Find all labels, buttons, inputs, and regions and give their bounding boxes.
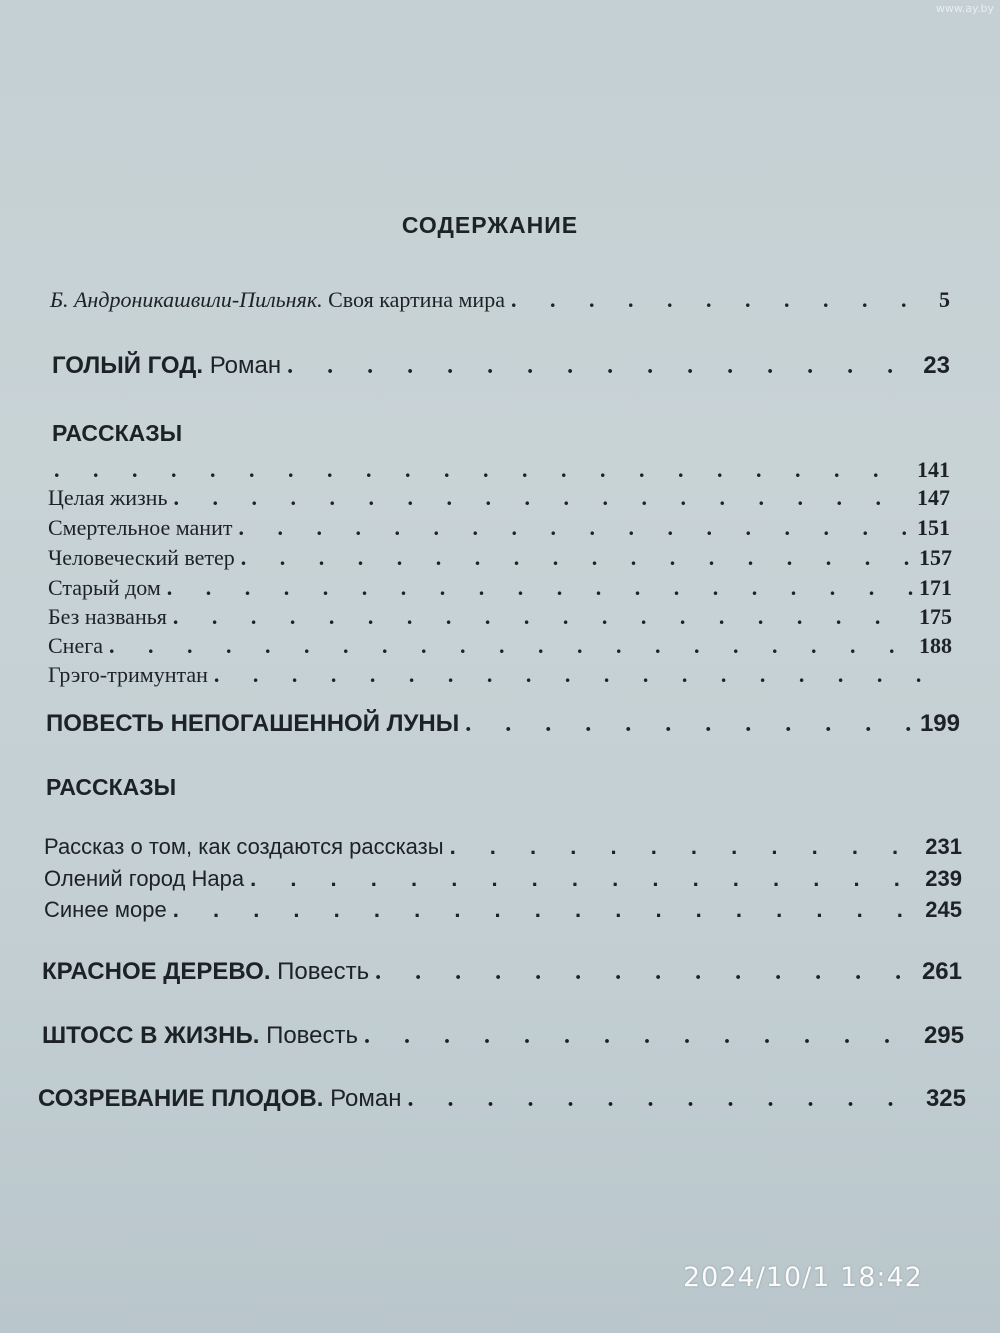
leader-dots bbox=[364, 1023, 918, 1050]
page-number: 199 bbox=[919, 710, 960, 737]
photo-timestamp: 2024/10/1 18:42 bbox=[683, 1262, 923, 1293]
toc-entry-label bbox=[50, 287, 505, 313]
page-number: 23 bbox=[923, 352, 950, 379]
toc-entry-label bbox=[38, 1085, 401, 1113]
page-title: СОДЕРЖАНИЕ bbox=[401, 212, 579, 238]
intro-title: Своя картина мира bbox=[328, 287, 505, 312]
leader-dots bbox=[173, 897, 920, 923]
toc-entry-label: Рассказ о том, как создаются рассказы bbox=[44, 834, 444, 859]
page-number: 171 bbox=[919, 575, 952, 600]
section-heading-stories-1: РАССКАЗЫ bbox=[52, 420, 183, 446]
page-number: 295 bbox=[923, 1022, 964, 1049]
toc-entry-label bbox=[42, 958, 369, 986]
toc-entry bbox=[48, 545, 952, 571]
toc-entry-label: ПОВЕСТЬ НЕПОГАШЕННОЙ ЛУНЫ bbox=[46, 710, 460, 737]
leader-dots bbox=[167, 575, 913, 601]
toc-entry-shtoss bbox=[42, 1022, 964, 1050]
leader-dots bbox=[375, 959, 916, 986]
leader-dots bbox=[238, 515, 911, 541]
author-name: Б. Андроникашвили-Пильняк. bbox=[50, 287, 323, 312]
leader-dots bbox=[450, 834, 920, 860]
toc-entry-label: Олений город Нара bbox=[44, 866, 245, 891]
page-number: 175 bbox=[919, 604, 952, 629]
leader-dots bbox=[511, 287, 933, 313]
toc-entry-krasnoe-derevo bbox=[42, 958, 962, 986]
page-number: 147 bbox=[917, 485, 950, 510]
toc-entry-intro bbox=[50, 287, 950, 313]
leader-dots bbox=[173, 604, 913, 630]
toc-entry-sozrevanie bbox=[38, 1085, 966, 1113]
page-number: 239 bbox=[925, 866, 962, 891]
leader-dots bbox=[250, 866, 919, 892]
toc-entry-label: Снега bbox=[48, 633, 103, 658]
toc-entry-label: Грэго-тримунтан bbox=[48, 662, 208, 687]
toc-entry bbox=[48, 575, 952, 601]
entry-genre: Повесть bbox=[266, 1022, 358, 1049]
watermark: www.ay.by bbox=[935, 2, 994, 15]
toc-entry-label: Синее море bbox=[44, 897, 167, 922]
page-number: 5 bbox=[939, 287, 950, 312]
entry-title: ШТОСС В ЖИЗНЬ. bbox=[42, 1022, 260, 1049]
leader-dots bbox=[214, 662, 946, 688]
page-number: 325 bbox=[925, 1085, 966, 1112]
toc-entry-label: Целая жизнь bbox=[48, 485, 168, 510]
toc-entry-golyi-god bbox=[52, 352, 950, 380]
page-number: 231 bbox=[925, 834, 962, 859]
toc-entry-povest-luny bbox=[46, 710, 960, 738]
page-number: 245 bbox=[925, 897, 962, 922]
page-number: 188 bbox=[919, 633, 952, 658]
toc-entry bbox=[48, 633, 952, 659]
toc-entry bbox=[44, 897, 962, 923]
leader-dots bbox=[287, 353, 917, 380]
toc-entry bbox=[48, 515, 950, 541]
entry-title: СОЗРЕВАНИЕ ПЛОДОВ. bbox=[38, 1085, 324, 1112]
section-heading-stories-2: РАССКАЗЫ bbox=[46, 774, 177, 800]
toc-entry-label: Смертельное манит bbox=[48, 515, 233, 540]
page-number: 157 bbox=[919, 545, 952, 570]
toc-entry-first-page bbox=[48, 457, 950, 483]
toc-entry-label: Без названья bbox=[48, 604, 167, 629]
entry-genre: Повесть bbox=[277, 958, 370, 985]
leader-dots bbox=[241, 545, 913, 571]
entry-title: ГОЛЫЙ ГОД. bbox=[52, 352, 204, 379]
entry-title: КРАСНОЕ ДЕРЕВО. bbox=[42, 958, 271, 985]
entry-genre: Роман bbox=[209, 352, 282, 379]
page-number: 141 bbox=[917, 457, 950, 482]
page-number: 151 bbox=[917, 515, 950, 540]
leader-dots bbox=[174, 485, 912, 511]
toc-entry bbox=[48, 662, 952, 688]
toc-entry bbox=[44, 834, 962, 860]
toc-entry-label: Старый дом bbox=[48, 575, 161, 600]
leader-dots bbox=[465, 711, 914, 738]
leader-dots bbox=[109, 633, 913, 659]
toc-entry-label bbox=[52, 352, 281, 380]
leader-dots bbox=[54, 457, 911, 483]
toc-entry-label bbox=[42, 1022, 358, 1050]
page-number: 261 bbox=[921, 958, 962, 985]
toc-entry-label: Человеческий ветер bbox=[48, 545, 235, 570]
leader-dots bbox=[407, 1086, 919, 1113]
entry-genre: Роман bbox=[330, 1085, 402, 1112]
toc-entry bbox=[44, 866, 962, 892]
toc-entry bbox=[48, 485, 950, 511]
toc-entry bbox=[48, 604, 952, 630]
